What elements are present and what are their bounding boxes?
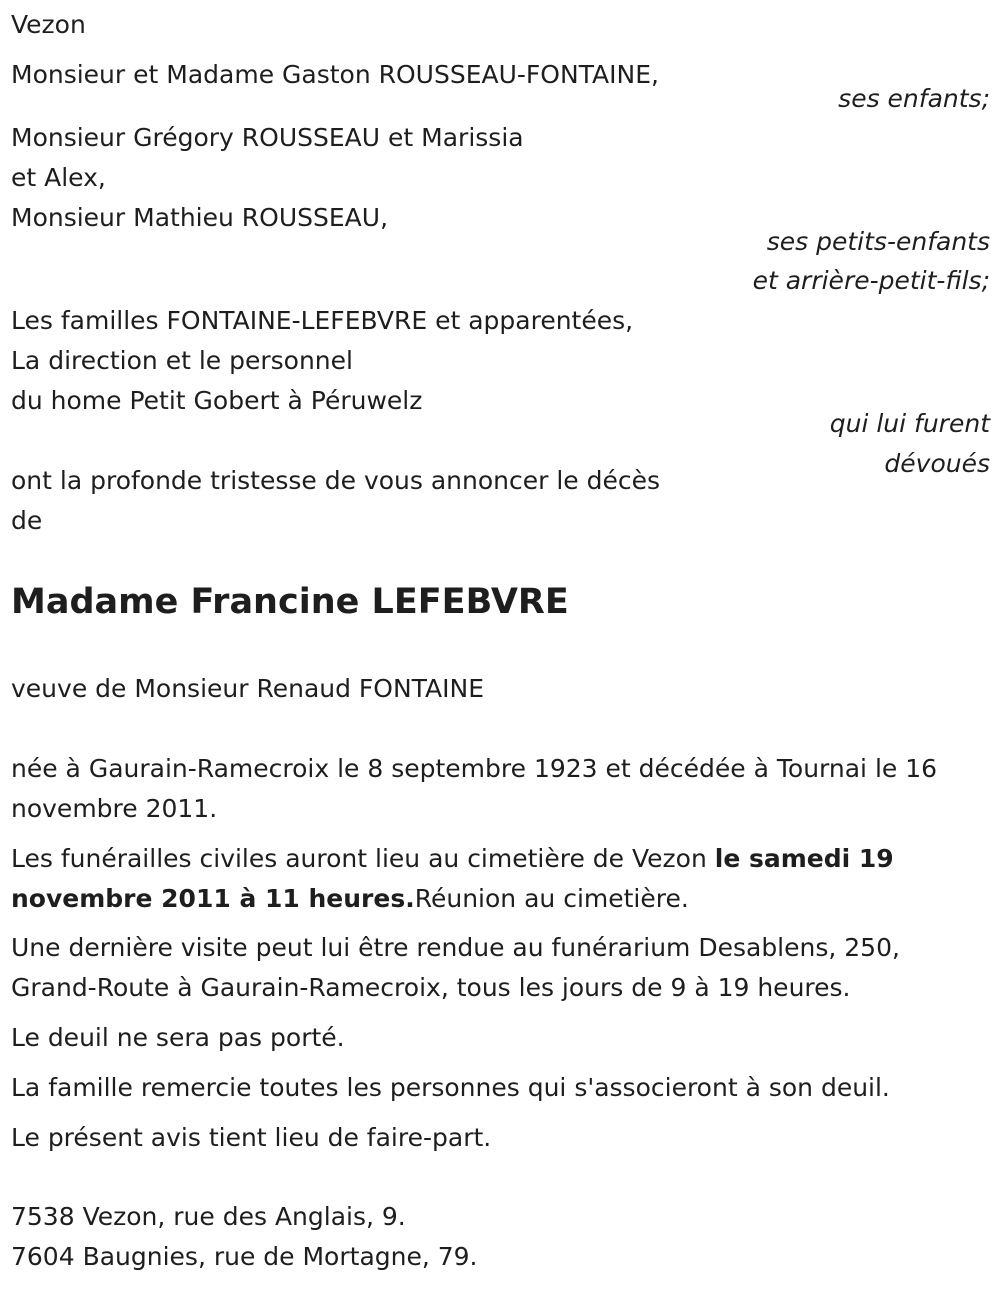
grandchildren-role-2: et arrière-petit-fils; <box>752 266 990 295</box>
funeral-line-2 <box>11 884 689 914</box>
birth-death-line-2: novembre 2011. <box>11 794 218 823</box>
announcement-line-1: ont la profonde tristesse de vous annoncer le décès <box>11 466 661 495</box>
children-role: ses enfants; <box>838 84 990 113</box>
address-2: 7604 Baugnies, rue de Mortagne, 79. <box>11 1242 478 1271</box>
announcement-line-2: de <box>11 506 43 535</box>
others-line-2: La direction et le personnel <box>11 346 353 375</box>
widow-of: veuve de Monsieur Renaud FONTAINE <box>11 674 484 703</box>
funeral-date-1: le samedi 19 <box>714 844 894 873</box>
grandchildren-line-1: Monsieur Grégory ROUSSEAU et Marissia <box>11 123 524 152</box>
others-line-3: du home Petit Gobert à Péruwelz <box>11 386 423 415</box>
grandchildren-line-3: Monsieur Mathieu ROUSSEAU, <box>11 203 389 232</box>
visit-line-1: Une dernière visite peut lui être rendue au funérarium Desablens, 250, <box>11 933 900 962</box>
funeral-suffix: Réunion au cimetière. <box>414 884 689 913</box>
others-role-2: dévoués <box>884 449 990 478</box>
birth-death-line-1: née à Gaurain-Ramecroix le 8 septembre 1923 et décédée à Tournai le 16 <box>11 754 938 783</box>
address-1: 7538 Vezon, rue des Anglais, 9. <box>11 1202 406 1231</box>
children-names: Monsieur et Madame Gaston ROUSSEAU-FONTAINE, <box>11 60 659 89</box>
funeral-date-2: novembre 2011 à 11 heures. <box>11 884 415 913</box>
others-role-1: qui lui furent <box>829 409 990 438</box>
grandchildren-line-2: et Alex, <box>11 163 106 192</box>
deceased-name: Madame Francine LEFEBVRE <box>11 582 569 622</box>
mourning-notice: Le deuil ne sera pas porté. <box>11 1023 345 1052</box>
funeral-prefix: Les funérailles civiles auront lieu au cimetière de Vezon <box>11 844 715 873</box>
faire-part-notice: Le présent avis tient lieu de faire-part. <box>11 1123 492 1152</box>
funeral-line-1 <box>11 844 894 874</box>
others-line-1: Les familles FONTAINE-LEFEBVRE et apparentées, <box>11 306 634 335</box>
location: Vezon <box>11 10 86 39</box>
thanks-notice: La famille remercie toutes les personnes qui s'associeront à son deuil. <box>11 1073 890 1102</box>
visit-line-2: Grand-Route à Gaurain-Ramecroix, tous les jours de 9 à 19 heures. <box>11 973 851 1002</box>
grandchildren-role-1: ses petits-enfants <box>766 227 990 256</box>
